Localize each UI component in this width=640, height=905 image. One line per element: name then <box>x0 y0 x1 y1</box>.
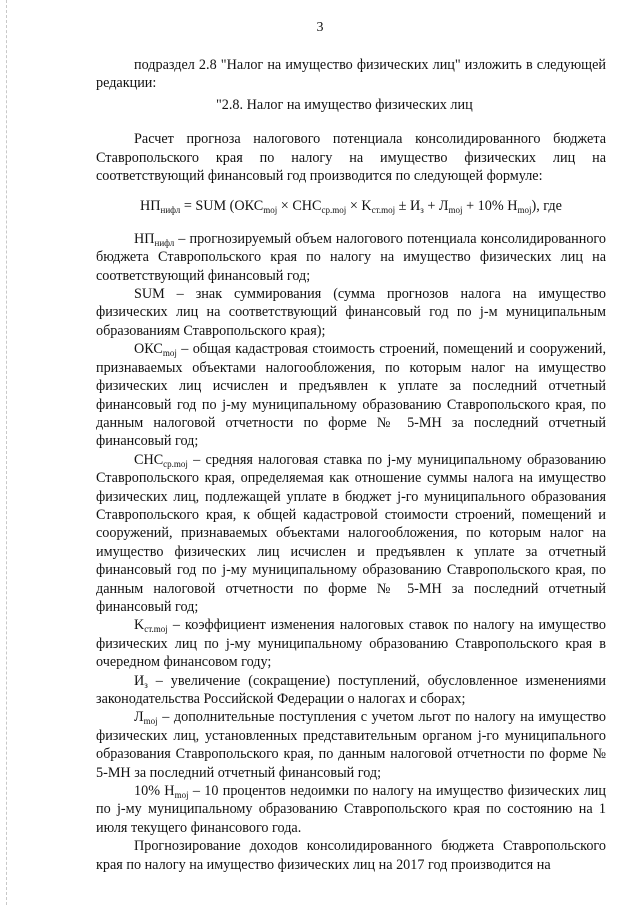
definition-n: 10% $Н_{moj} - 10$ процентов недоимки по налогу на имущество физических лиц по j-му муниципальному образованию Ставропольского края по состоянию на 1 июля текущего финансового года. <box>96 783 606 836</box>
closing-paragraph: Прогнозирование доходов консолидированного бюджета Ставропольского края по налогу на имущество физических лиц на 2017 год производится на <box>96 838 606 873</box>
formula: $НП_{нифл}$ = SUM ($ОКС_{moj} \times СНС_{ср.moj} \times K_{ст.moj} \pm И_з + Л_{moj} + 10\%$ $Н_{moj}$), где <box>140 198 562 216</box>
intro-paragraph: подраздел 2.8 "Налог на имущество физических лиц" изложить в следующей редакции: <box>96 57 606 92</box>
definition-i: $И_з$ – увеличение (сокращение) поступлений, обусловленное изменениями законодательства Российской Федерации о налогах и сборах; <box>96 672 606 707</box>
definition-sum: SUM – знак суммирования (сумма прогнозов налога на имущество физических лиц на соответствующий финансовый год по j-м муниципальным образованиям Ставропольского края); <box>96 286 606 339</box>
definition-oks: $ОКС_{moj}$ – общая кадастровая стоимость строений, помещений и сооружений, признаваемых объектами налогообложения, по которым налог на имущество физических лиц исчислен и предъявлен к уплате за последний отчетный финансовый год по j-му муниципальному образованию Ставропольского края, по данным налоговой отчетности по форме № 5-МН за последний отчетный финансовый год; <box>96 341 606 450</box>
definition-sns: $СНС_{ср.moj}$ – средняя налоговая ставка по j-му муниципальному образованию Ставропольского края, определяемая как отношение суммы налога на имущество физических лиц, подлежащей уплате в бюджет j-го муниципального образования Ставропольского края, к общей кадастровой стоимости строений, помещений и сооружений, признаваемых объектами налогообложения, по которым налог на имущество физических лиц исчислен и предъявлен к уплате за отчетный финансовый год по j-му муниципальному образованию Ставропольского края, по данным налоговой отчетности по форме № 5-МН за последний отчетный финансовый год; <box>96 451 606 615</box>
definition-k: $K_{ст.moj}$ – коэффициент изменения налоговых ставок по налогу на имущество физических лиц по j-му муниципальному образованию Ставропольского края в очередном финансовом году; <box>96 617 606 671</box>
definition-np: $НП_{нифл}$ – прогнозируемый объем налогового потенциала консолидированного бюджета Ставропольского края по налогу на имущество физических лиц на соответствующий финансовый год; <box>96 230 606 284</box>
section-heading: "2.8. Налог на имущество физических лиц <box>216 96 473 113</box>
page-number: 3 <box>316 20 324 35</box>
scan-edge-line <box>6 0 8 905</box>
lead-paragraph: Расчет прогноза налогового потенциала консолидированного бюджета Ставропольского края по налогу на имущество физических лиц на соответствующий финансовый год производится по следующей формуле: <box>96 131 606 185</box>
definition-l: $Л_{moj}$ – дополнительные поступления с учетом льгот по налогу на имущество физических лиц, установленных представительным органом j-го муниципального образования Ставропольского края, по данным налоговой отчетности по форме № 5-МН за последний отчетный финансовый год; <box>96 709 606 781</box>
document-body <box>96 56 606 874</box>
